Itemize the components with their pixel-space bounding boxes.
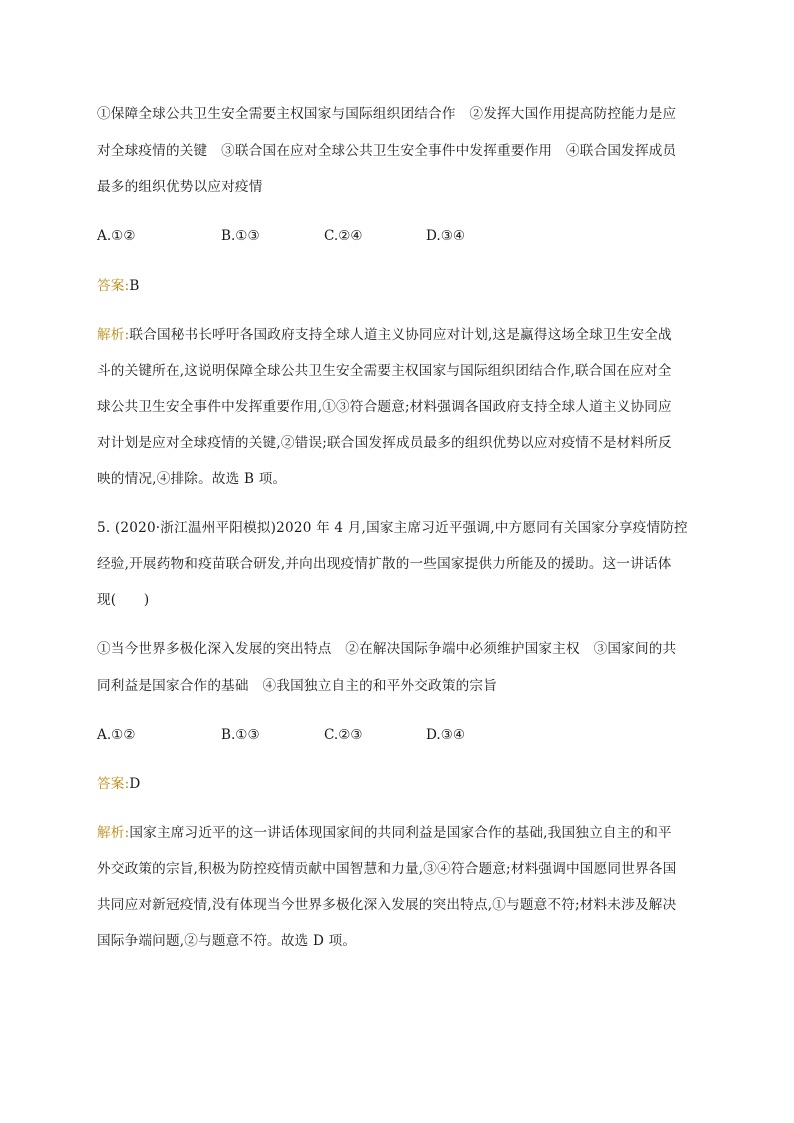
- q4-analysis-line-5: 映的情况,④排除。故选 B 项。: [97, 471, 287, 487]
- q5-answer-value: D: [129, 776, 141, 792]
- q5-answer-label: 答案:: [97, 776, 130, 792]
- q4-option-c: C.②④: [324, 228, 363, 244]
- q5-stem-line-1: 5. (2020·浙江温州平阳模拟)2020 年 4 月,国家主席习近平强调,中方愿同有关国家分享疫情防控: [97, 520, 688, 536]
- q4-option-a: A.①②: [97, 228, 136, 244]
- q5-analysis-line-3: 共同应对新冠疫情,没有体现当今世界多极化深入发展的突出特点,①与题意不符;材料未涉及解决: [97, 897, 677, 913]
- q4-analysis-line-1: [97, 325, 672, 345]
- q4-option-b: B.①③: [221, 228, 260, 244]
- q5-statement-line-1: ①当今世界多极化深入发展的突出特点 ②在解决国际争端中必须维护国家主权 ③国家间的共: [97, 641, 677, 657]
- q4-analysis-line-4: 对计划是应对全球疫情的关键,②错误;联合国发挥成员最多的组织优势以应对疫情不是材料所反: [97, 435, 672, 451]
- q5-stem-line-2: 经验,开展药物和疫苗联合研发,并向出现疫情扩散的一些国家提供力所能及的援助。这一讲话体: [97, 556, 672, 572]
- q4-statement-line-2: 对全球疫情的关键 ③联合国在应对全球公共卫生安全事件中发挥重要作用 ④联合国发挥成员: [97, 143, 677, 159]
- q5-statement-line-2: 同利益是国家合作的基础 ④我国独立自主的和平外交政策的宗旨: [97, 678, 498, 694]
- q5-analysis-line-4: 国际争端问题,②与题意不符。故选 D 项。: [97, 933, 357, 949]
- q5-option-b: B.①③: [221, 727, 260, 743]
- q5-option-c: C.②③: [324, 727, 363, 743]
- q5-answer: [97, 774, 140, 794]
- q4-answer-value: B: [129, 278, 140, 294]
- q4-statement-line-1: ①保障全球公共卫生安全需要主权国家与国际组织团结合作 ②发挥大国作用提高防控能力是应: [97, 106, 677, 122]
- q5-option-a: A.①②: [97, 727, 136, 743]
- q4-analysis-line-2: 斗的关键所在,这说明保障全球公共卫生安全需要主权国家与国际组织团结合作,联合国在应对全: [97, 363, 672, 379]
- q5-stem-line-3: 现( ): [97, 592, 150, 608]
- q5-analysis-line-2: 外交政策的宗旨,积极为防控疫情贡献中国智慧和力量,③④符合题意;材料强调中国愿同世界各国: [97, 861, 677, 877]
- q5-option-d: D.③④: [426, 727, 466, 743]
- q4-answer-label: 答案:: [97, 278, 130, 294]
- q4-statement-line-3: 最多的组织优势以应对疫情: [97, 179, 263, 195]
- q4-analysis-label: 解析:: [97, 327, 130, 343]
- q4-analysis-line-3: 球公共卫生安全事件中发挥重要作用,①③符合题意;材料强调各国政府支持全球人道主义协同应: [97, 399, 672, 415]
- q5-analysis-label: 解析:: [97, 825, 130, 841]
- q5-analysis-text-1: 国家主席习近平的这一讲话体现国家间的共同利益是国家合作的基础,我国独立自主的和平: [129, 825, 672, 841]
- q5-analysis-line-1: [97, 823, 672, 843]
- q4-answer: [97, 276, 140, 296]
- q4-option-d: D.③④: [426, 228, 466, 244]
- q4-analysis-text-1: 联合国秘书长呼吁各国政府支持全球人道主义协同应对计划,这是赢得这场全球卫生安全战: [129, 327, 672, 343]
